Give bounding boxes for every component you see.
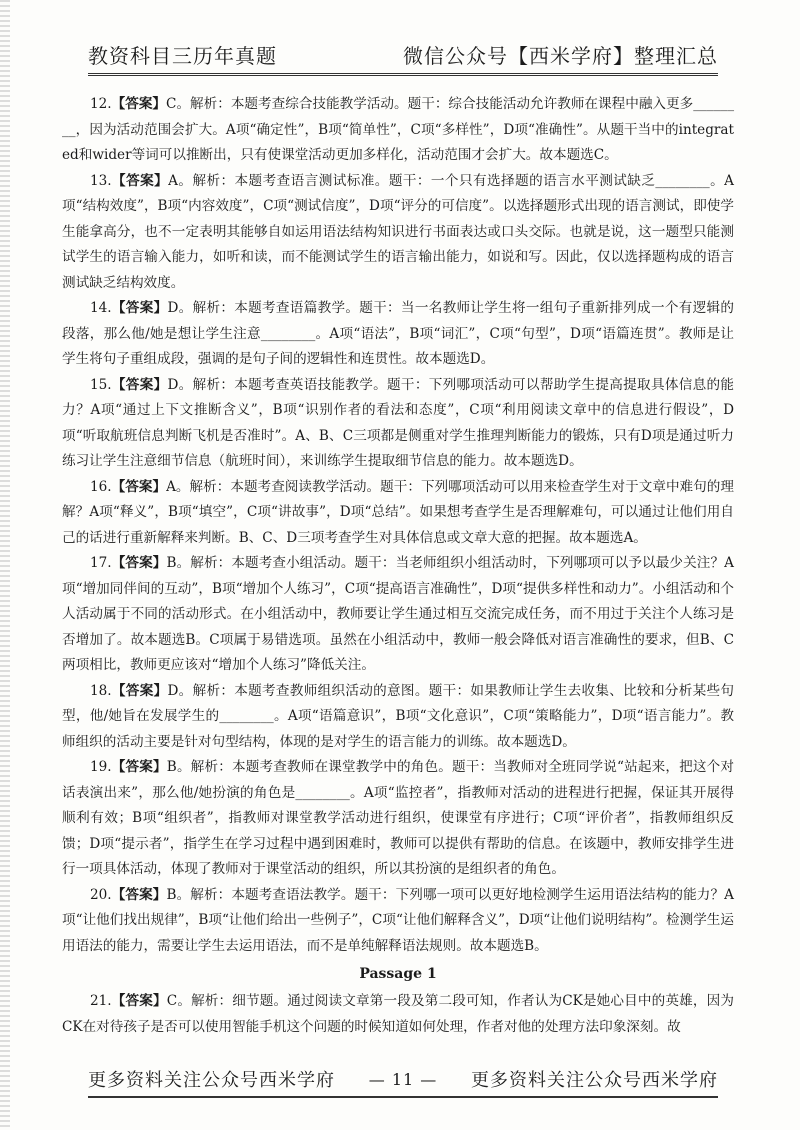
item-text: A。解析：本题考查阅读教学活动。题干：下列哪项活动可以用来检查学生对于文章中难句的理解？A项“释义”，B项“填空”，C项“讲故事”，D项“总结”。如果想考查学生是否理解难句，可以通过让他们用自己的话进行重新解释来判断。B、C、D三项考查学生对具体信息或文章大意的把握。故本题选A。 <box>62 478 734 546</box>
answer-item-16 <box>62 475 734 552</box>
answer-tag: 【答案】 <box>111 96 167 112</box>
item-number: 12. <box>90 96 112 112</box>
item-text: B。解析：本题考查教师在课堂教学中的角色。题干：当教师对全班同学说“站起来，把这个对话表演出来”，那么他/她扮演的角色是________。A项“监控者”，指教师对活动的进程进行把握，保证其开展得顺利有效；B项“组织者”，指教师对课堂教学活动进行组织，使课堂有序进行；C项“评价者”，指教师组织反馈；D项“提示者”，指学生在学习过程中遇到困难时，教师可以提供有帮助的信息。在该题中，教师安排学生进行一项具体活动，体现了教师对于课堂活动的组织，所以其扮演的是组织者的角色。 <box>62 759 735 877</box>
answer-item-13 <box>62 169 734 297</box>
answer-item-18 <box>62 679 734 756</box>
answer-item-12 <box>62 92 734 169</box>
item-number: 18. <box>90 682 112 699</box>
item-number: 16. <box>90 478 112 495</box>
answer-tag: 【答案】 <box>111 300 168 316</box>
answer-tag: 【答案】 <box>111 993 167 1009</box>
answer-tag: 【答案】 <box>111 172 169 189</box>
answer-tag: 【答案】 <box>111 682 168 699</box>
binding-edge <box>0 0 10 1130</box>
item-text: D。解析：本题考查语篇教学。题干：当一名教师让学生将一组句子重新排列成一个有逻辑的段落，那么他/她是想让学生注意________。A项“语法”，B项“词汇”，C项“句型”，D项“语篇连贯”。教师是让学生将句子重组成段，强调的是句子间的逻辑性和连贯性。故本题选D。 <box>62 300 734 367</box>
item-text: A。解析：本题考查语言测试标准。题干：一个只有选择题的语言水平测试缺乏________。A项“结构效度”，B项“内容效度”，C项“测试信度”，D项“评分的可信度”。以选择题形式出现的语言测试，即使学生能拿高分，也不一定表明其能够自如运用语法结构知识进行书面表达或口头交际。也就是说，这一题型只能测试学生的语言输入能力，如听和读，而不能测试学生的语言输出能力，如说和写。因此，仅以选择题构成的语言测试缺乏结构效度。 <box>62 172 734 291</box>
answer-item-19 <box>62 755 734 883</box>
item-number: 14. <box>90 300 112 316</box>
footer-rule <box>88 1096 718 1098</box>
item-text: D。解析：本题考查教师组织活动的意图。题干：如果教师让学生去收集、比较和分析某些句型，他/她旨在发展学生的________。A项“语篇意识”，B项“文化意识”，C项“策略能力”，D项“语言能力”。教师组织的活动主要是针对句型结构，体现的是对学生的语言能力的训练。故本题选D。 <box>62 682 734 750</box>
answer-item-15 <box>62 373 734 475</box>
page-footer <box>88 1066 718 1092</box>
page-number: — 11 — <box>368 1069 438 1089</box>
answer-tag: 【答案】 <box>111 478 167 495</box>
passage-title: Passage 1 <box>359 966 437 982</box>
answer-tag: 【答案】 <box>111 376 168 393</box>
item-text: B。解析：本题考查语法教学。题干：下列哪一项可以更好地检测学生运用语法结构的能力？A项“让他们找出规律”，B项“让他们给出一些例子”，C项“让他们解释含义”，D项“让他们说明结构”。检测学生运用语法的能力，需要让学生去运用语法，而不是单纯解释语法规则。故本题选B。 <box>62 886 734 954</box>
item-number: 19. <box>90 759 112 775</box>
answer-item-21 <box>62 989 734 1040</box>
answer-item-14 <box>62 296 734 373</box>
header-left-title: 教资科目三历年真题 <box>88 44 277 68</box>
footer-left-note: 更多资料关注公众号西米学府 <box>88 1070 335 1091</box>
answer-content <box>62 92 734 1040</box>
item-number: 20. <box>90 886 112 903</box>
answer-tag: 【答案】 <box>111 555 167 571</box>
answer-item-20 <box>62 883 734 960</box>
item-number: 17. <box>90 555 112 571</box>
answer-tag: 【答案】 <box>111 886 167 903</box>
answer-tag: 【答案】 <box>111 759 167 775</box>
header-right-title: 微信公众号【西米学府】整理汇总 <box>403 44 718 68</box>
item-number: 15. <box>90 376 112 393</box>
page-header <box>88 30 718 76</box>
item-text: C。解析：本题考查综合技能教学活动。题干：综合技能活动允许教师在课程中融入更多________，因为活动范围会扩大。A项“确定性”，B项“简单性”，C项“多样性”，D项“准确性”。从题干当中的integrated和wider等词可以推断出，只有使课堂活动更加多样化，活动范围才会扩大。故本题选C。 <box>62 96 734 163</box>
answer-item-17 <box>62 551 734 679</box>
item-text: B。解析：本题考查小组活动。题干：当老师组织小组活动时，下列哪项可以予以最少关注？A项“增加同伴间的互动”，B项“增加个人练习”，C项“提高语言准确性”，D项“提供多样性和动力”。小组活动和个人活动属于不同的活动形式。在小组活动中，教师要让学生通过相互交流完成任务，而不用过于关注个人练习是否增加了。故本题选B。C项属于易错选项。虽然在小组活动中，教师一般会降低对语言准确性的要求，但B、C两项相比，教师更应该对“增加个人练习”降低关注。 <box>62 555 734 673</box>
item-text: C。解析：细节题。通过阅读文章第一段及第二段可知，作者认为CK是她心目中的英雄，因为CK在对待孩子是否可以使用智能手机这个问题的时候知道如何处理，作者对他的处理方法印象深刻。故 <box>62 993 734 1035</box>
item-number: 21. <box>90 993 112 1009</box>
item-text: D。解析：本题考查英语技能教学。题干：下列哪项活动可以帮助学生提高提取具体信息的能力？A项“通过上下文推断含义”，B项“识别作者的看法和态度”，C项“利用阅读文章中的信息进行假设”，D项“听取航班信息判断飞机是否准时”。A、B、C三项都是侧重对学生推理判断能力的锻炼，只有D项是通过听力练习让学生注意细节信息（航班时间），来训练学生提取细节信息的能力。故本题选D。 <box>62 376 734 469</box>
footer-right-note: 更多资料关注公众号西米学府 <box>471 1070 718 1091</box>
item-number: 13. <box>90 172 112 189</box>
